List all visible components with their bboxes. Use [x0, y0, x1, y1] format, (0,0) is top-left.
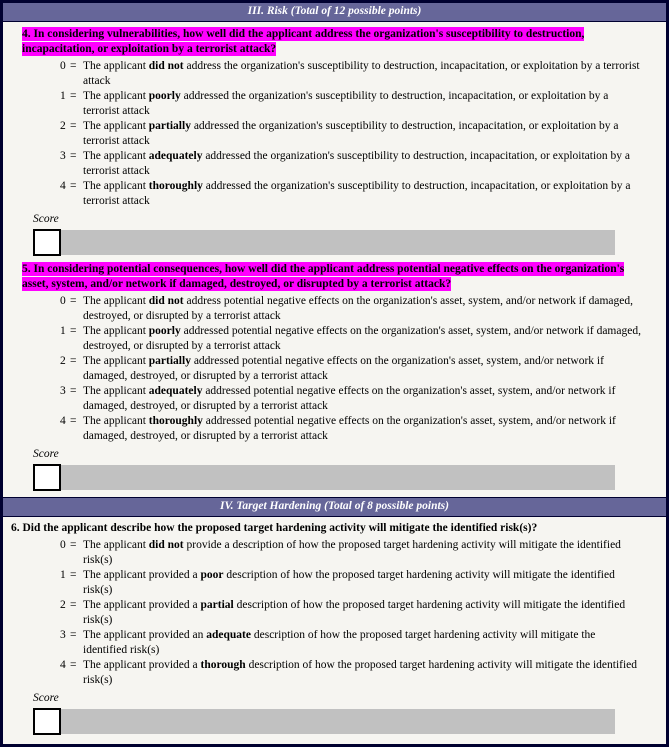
option-value: 2: [60, 120, 66, 132]
option-value: 3: [60, 385, 66, 397]
question-5-options: [60, 294, 642, 444]
score-label: Score: [33, 448, 59, 460]
rating-option-0: [60, 294, 642, 324]
equals-sign: =: [70, 569, 77, 581]
equals-sign: =: [70, 90, 77, 102]
equals-sign: =: [70, 629, 77, 641]
option-value: 4: [60, 180, 66, 192]
rating-option-2: [60, 598, 642, 628]
option-text: The applicant did not address the organization's susceptibility to destruction, incapacitation, or exploitation by a terrorist attack: [83, 60, 640, 87]
option-text: The applicant thoroughly addressed the organization's susceptibility to destruction, incapacitation, or exploitation by a terrorist attack: [83, 180, 631, 207]
option-value: 0: [60, 295, 66, 307]
equals-sign: =: [70, 180, 77, 192]
question-number: 5.: [22, 263, 31, 275]
score-label: Score: [33, 692, 59, 704]
equals-sign: =: [70, 539, 77, 551]
question-5: [22, 262, 642, 292]
option-value: 3: [60, 629, 66, 641]
section-header-target-hardening: IV. Target Hardening (Total of 8 possible points): [3, 497, 666, 517]
option-text: The applicant did not provide a description of how the proposed target hardening activity will mitigate the identified risk(s): [83, 539, 621, 566]
option-text: The applicant provided a partial description of how the proposed target hardening activity will mitigate the identified risk(s): [83, 599, 626, 626]
score-bar: [61, 230, 615, 255]
rating-option-0: [60, 59, 642, 89]
option-value: 4: [60, 415, 66, 427]
option-text: The applicant provided a poor description of how the proposed target hardening activity will mitigate the identified risk(s): [83, 569, 615, 596]
question-4-score-row: [33, 229, 615, 256]
rating-option-3: [60, 628, 642, 658]
question-number: 4.: [22, 28, 31, 40]
option-value: 2: [60, 355, 66, 367]
question-6: [11, 521, 642, 536]
option-text: The applicant did not address potential negative effects on the organization's asset, system, and/or network if damaged, destroyed, or disrupted by a terrorist attack: [83, 295, 634, 322]
rating-option-1: [60, 324, 642, 354]
section-header-risk: III. Risk (Total of 12 possible points): [3, 3, 666, 22]
option-text: The applicant adequately addressed the organization's susceptibility to destruction, incapacitation, or exploitation by a terrorist attack: [83, 150, 631, 177]
question-number: 6.: [11, 522, 20, 534]
rating-option-1: [60, 89, 642, 119]
option-text: The applicant provided an adequate description of how the proposed target hardening activity will mitigate the identified risk(s): [83, 629, 596, 656]
option-value: 1: [60, 325, 66, 337]
question-4: [22, 27, 642, 57]
option-value: 3: [60, 150, 66, 162]
question-text: In considering potential consequences, how well did the applicant address potential negative effects on the organization's asset, system, and/or network if damaged, destroyed, or disrupted by a terrorist attack?: [22, 263, 625, 290]
equals-sign: =: [70, 325, 77, 337]
equals-sign: =: [70, 415, 77, 427]
rating-option-2: [60, 354, 642, 384]
question-4-options: [60, 59, 642, 209]
option-value: 1: [60, 90, 66, 102]
option-value: 4: [60, 659, 66, 671]
question-text: In considering vulnerabilities, how well did the applicant address the organization's susceptibility to destruction, incapacitation, or exploitation by a terrorist attack?: [22, 28, 585, 55]
question-6-score-input[interactable]: [33, 708, 61, 735]
option-text: The applicant partially addressed potential negative effects on the organization's asset, system, and/or network if damaged, destroyed, or disrupted by a terrorist attack: [83, 355, 604, 382]
equals-sign: =: [70, 659, 77, 671]
question-5-highlight: [22, 262, 624, 291]
score-label: Score: [33, 213, 59, 225]
option-text: The applicant partially addressed the organization's susceptibility to destruction, incapacitation, or exploitation by a terrorist attack: [83, 120, 619, 147]
question-4-score-input[interactable]: [33, 229, 61, 256]
option-text: The applicant provided a thorough description of how the proposed target hardening activity will mitigate the identified risk(s): [83, 659, 638, 686]
equals-sign: =: [70, 60, 77, 72]
equals-sign: =: [70, 599, 77, 611]
question-4-highlight: [22, 27, 584, 56]
rating-option-4: [60, 658, 642, 688]
equals-sign: =: [70, 385, 77, 397]
question-5-score-row: [33, 464, 615, 491]
option-value: 0: [60, 539, 66, 551]
option-text: The applicant thoroughly addressed potential negative effects on the organization's asset, system, and/or network if damaged, destroyed, or disrupted by a terrorist attack: [83, 415, 616, 442]
equals-sign: =: [70, 295, 77, 307]
option-value: 2: [60, 599, 66, 611]
rating-option-1: [60, 568, 642, 598]
rating-option-0: [60, 538, 642, 568]
rating-option-3: [60, 384, 642, 414]
option-value: 0: [60, 60, 66, 72]
score-bar: [61, 465, 615, 490]
rating-option-2: [60, 119, 642, 149]
question-5-score-input[interactable]: [33, 464, 61, 491]
question-text: Did the applicant describe how the proposed target hardening activity will mitigate the identified risk(s)?: [22, 522, 538, 534]
score-bar: [61, 709, 615, 734]
option-text: The applicant poorly addressed the organization's susceptibility to destruction, incapacitation, or exploitation by a terrorist attack: [83, 90, 609, 117]
rating-option-3: [60, 149, 642, 179]
equals-sign: =: [70, 150, 77, 162]
option-value: 1: [60, 569, 66, 581]
option-text: The applicant poorly addressed potential negative effects on the organization's asset, system, and/or network if damaged, destroyed, or disrupted by a terrorist attack: [83, 325, 641, 352]
option-text: The applicant adequately addressed potential negative effects on the organization's asset, system, and/or network if damaged, destroyed, or disrupted by a terrorist attack: [83, 385, 616, 412]
equals-sign: =: [70, 120, 77, 132]
equals-sign: =: [70, 355, 77, 367]
question-6-options: [60, 538, 642, 688]
rating-option-4: [60, 179, 642, 209]
question-6-score-row: [33, 708, 615, 735]
rating-option-4: [60, 414, 642, 444]
